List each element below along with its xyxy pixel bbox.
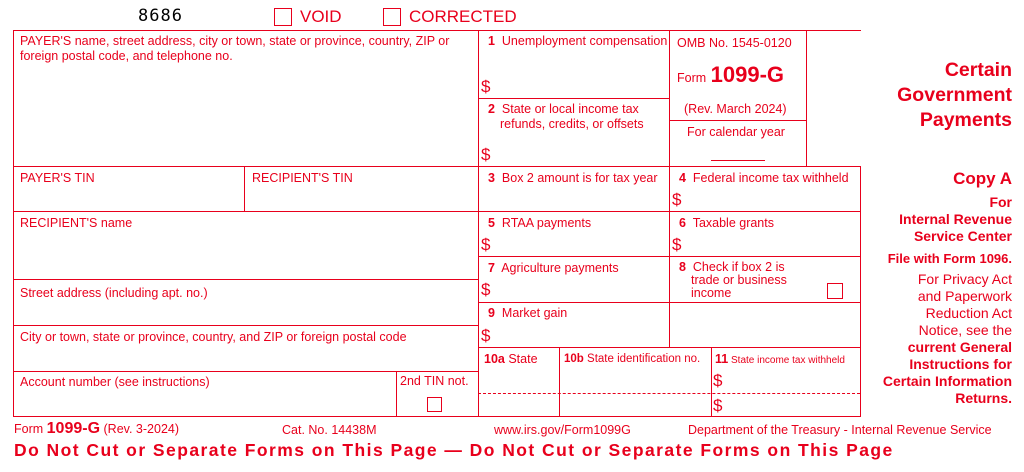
box11-number: 11 [715,352,729,366]
copy-label: Copy A [953,169,1012,188]
privacy-line-1: For Privacy Act [917,271,1012,287]
box2-label [488,102,644,132]
box1-text: Unemployment compensation [501,34,668,48]
calendar-year-line [711,160,765,161]
box11-dollar-2: $ [713,396,723,415]
box1-label [488,34,667,49]
box3-label [488,171,658,186]
box4-label [679,171,849,186]
box8-label [679,261,787,300]
box10b-number: 10b [564,353,584,365]
box10b-text: State identification no. [587,353,701,365]
calendar-year-label: For calendar year [687,125,785,139]
payer-name-label: PAYER'S name, street address, city or town, state or province, country, ZIP or foreign postal code, and telephone no. [20,34,450,63]
for-line-2: Internal Revenue [899,211,1012,227]
omb-right-border [806,30,807,166]
box8-checkbox[interactable] [827,283,843,299]
col-divider-1 [478,30,479,416]
box7-text: Agriculture payments [501,261,619,275]
box9-text: Market gain [501,306,568,320]
omb-number: OMB No. 1545-0120 [677,36,792,50]
box7-dollar: $ [481,280,491,299]
box11-text: State income tax withheld [731,355,845,366]
box9-label [488,306,567,321]
box2-dollar: $ [481,145,491,164]
box10a-text: State [508,352,538,366]
title-line-1: Certain [944,59,1012,81]
footer-cat-no: Cat. No. 14438M [282,423,377,437]
row-line-box7 [478,256,861,257]
box6-number: 6 [679,216,686,230]
privacy-line-2: and Paperwork [917,288,1012,304]
form-side-title [840,58,1012,133]
privacy-line-3: Reduction Act [925,305,1012,321]
box5-text: RTAA payments [501,216,592,230]
box5-dollar: $ [481,235,491,254]
row-line-name [13,211,861,212]
box5-label [488,216,591,231]
payer-tin-label: PAYER'S TIN [20,171,95,185]
box6-text: Taxable grants [692,216,774,230]
row-line-street [13,279,479,280]
box1-number: 1 [488,34,495,48]
city-label: City or town, state or province, country, and ZIP or foreign postal code [20,330,407,344]
void-label: VOID [300,7,342,26]
do-not-cut-warning: Do Not Cut or Separate Forms on This Page — Do Not Cut or Separate Forms on This Page [14,440,894,460]
form-top-border [13,30,861,31]
box10a-number: 10a [484,352,505,366]
file-with: File with Form 1096. [887,251,1012,266]
row-line-account [13,371,479,372]
box11-dollar-1: $ [713,371,723,390]
box8-text-3: income [691,286,732,300]
footer-form-number: 1099-G [46,420,101,437]
for-line-1: For [989,194,1012,210]
corrected-checkbox[interactable] [383,8,401,26]
col-divider-right [860,166,861,416]
box3-number: 3 [488,171,495,185]
box3-text: Box 2 amount is for tax year [501,171,658,185]
tin-divider [244,166,245,211]
second-tin-label: 2nd TIN not. [400,374,469,388]
box2-text-2: refunds, credits, or offsets [500,117,644,131]
control-number: 8686 [138,6,183,26]
form-bottom-border [13,416,861,417]
box8-text-1: Check if box 2 is [692,260,785,274]
footer-rev: (Rev. 3-2024) [103,422,180,436]
row-line-city [13,325,479,326]
box5-number: 5 [488,216,495,230]
title-line-2: Government [897,84,1012,106]
box9-number: 9 [488,306,495,320]
title-line-3: Payments [919,109,1012,131]
footer-form-id [14,420,179,438]
copy-a-panel [862,168,1012,407]
box4-text: Federal income tax withheld [692,171,849,185]
account-number-label: Account number (see instructions) [20,375,210,389]
privacy-line-8: Returns. [955,390,1012,406]
footer-url[interactable]: www.irs.gov/Form1099G [494,423,631,437]
privacy-line-6: Instructions for [909,356,1012,372]
form-word: Form [677,71,707,85]
for-line-3: Service Center [913,228,1012,244]
row-line-box10 [478,347,861,348]
box6-label [679,216,774,231]
privacy-line-7: Certain Information [882,373,1012,389]
box1-dollar: $ [481,77,491,96]
box2-number: 2 [488,102,495,116]
row-line-tin [13,166,861,167]
form-number: 1099-G [710,62,785,87]
account-divider [396,371,397,416]
footer-form-word: Form [14,422,44,436]
box9-dollar: $ [481,326,491,345]
box10a-label [484,352,538,367]
privacy-line-5: current General [907,339,1012,355]
box8-number: 8 [679,260,686,274]
box10b-label [564,352,700,367]
box7-number: 7 [488,261,495,275]
box6-dollar: $ [672,235,682,254]
corrected-label: CORRECTED [409,7,517,26]
state-row-dash [478,393,860,394]
box7-label [488,261,619,276]
box8-text-2: trade or business [691,273,787,287]
form-title [677,62,784,88]
box4-number: 4 [679,171,686,185]
void-checkbox[interactable] [274,8,292,26]
row-line-calendar [669,120,806,121]
privacy-line-4: Notice, see the [918,322,1012,338]
recipient-name-label: RECIPIENT'S name [20,216,133,230]
col-divider-2 [669,30,670,348]
form-revision: (Rev. March 2024) [684,102,787,116]
box4-dollar: $ [672,190,682,209]
footer-department: Department of the Treasury - Internal Revenue Service [688,423,992,437]
box11-label [715,352,845,368]
box2-text-1: State or local income tax [501,102,639,116]
street-address-label: Street address (including apt. no.) [20,286,208,300]
box11-divider [711,347,712,416]
form-left-border [13,30,14,416]
second-tin-checkbox[interactable] [427,397,442,412]
row-line-box9 [478,302,861,303]
row-line-box2 [478,98,669,99]
recipient-tin-label: RECIPIENT'S TIN [252,171,353,185]
box10-divider [559,347,560,416]
